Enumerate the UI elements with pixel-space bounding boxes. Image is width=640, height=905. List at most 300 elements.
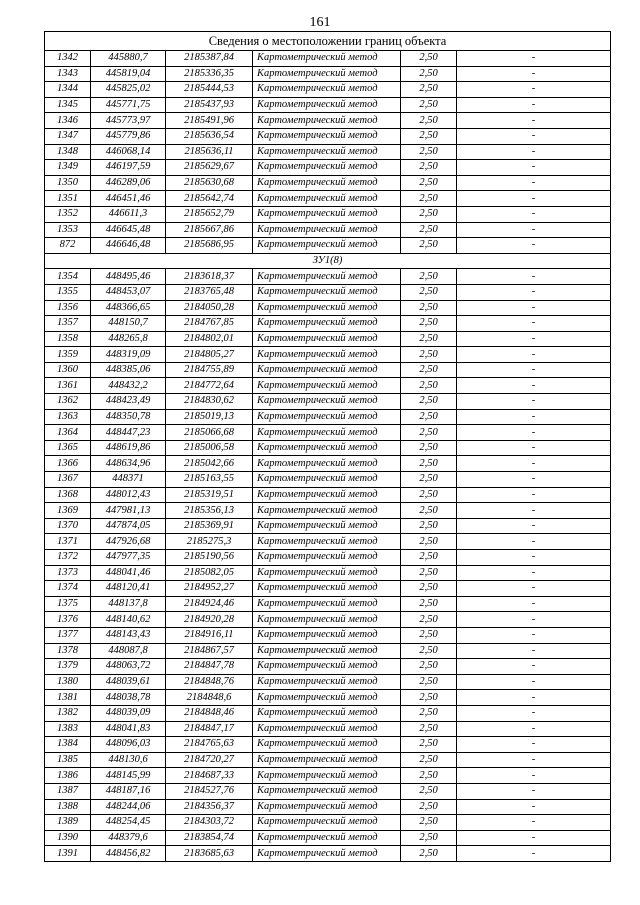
x-coordinate-cell: 448456,82 bbox=[91, 846, 166, 862]
table-row bbox=[45, 222, 611, 238]
x-coordinate-cell: 445819,04 bbox=[91, 66, 166, 82]
boundary-table bbox=[44, 31, 611, 862]
y-coordinate-cell: 2185163,55 bbox=[166, 472, 253, 488]
table-row bbox=[45, 643, 611, 659]
x-coordinate-cell: 446646,48 bbox=[91, 238, 166, 254]
description-cell: - bbox=[457, 830, 611, 846]
y-coordinate-cell: 2184805,27 bbox=[166, 347, 253, 363]
y-coordinate-cell: 2184303,72 bbox=[166, 815, 253, 831]
table-row bbox=[45, 487, 611, 503]
description-cell: - bbox=[457, 503, 611, 519]
table-row bbox=[45, 128, 611, 144]
description-cell: - bbox=[457, 269, 611, 285]
description-cell: - bbox=[457, 362, 611, 378]
method-cell: Картометрический метод bbox=[253, 222, 401, 238]
accuracy-cell: 2,50 bbox=[401, 799, 457, 815]
description-cell: - bbox=[457, 191, 611, 207]
method-cell: Картометрический метод bbox=[253, 284, 401, 300]
table-row bbox=[45, 534, 611, 550]
table-row bbox=[45, 690, 611, 706]
table-row bbox=[45, 82, 611, 98]
y-coordinate-cell: 2183854,74 bbox=[166, 830, 253, 846]
method-cell: Картометрический метод bbox=[253, 409, 401, 425]
x-coordinate-cell: 448265,8 bbox=[91, 331, 166, 347]
description-cell: - bbox=[457, 581, 611, 597]
table-row bbox=[45, 565, 611, 581]
accuracy-cell: 2,50 bbox=[401, 581, 457, 597]
point-number-cell: 1346 bbox=[45, 113, 91, 129]
x-coordinate-cell: 448371 bbox=[91, 472, 166, 488]
point-number-cell: 1388 bbox=[45, 799, 91, 815]
description-cell: - bbox=[457, 752, 611, 768]
description-cell: - bbox=[457, 51, 611, 67]
accuracy-cell: 2,50 bbox=[401, 316, 457, 332]
method-cell: Картометрический метод bbox=[253, 581, 401, 597]
accuracy-cell: 2,50 bbox=[401, 565, 457, 581]
x-coordinate-cell: 448150,7 bbox=[91, 316, 166, 332]
y-coordinate-cell: 2185066,68 bbox=[166, 425, 253, 441]
method-cell: Картометрический метод bbox=[253, 269, 401, 285]
point-number-cell: 1384 bbox=[45, 737, 91, 753]
point-number-cell: 1380 bbox=[45, 674, 91, 690]
table-row bbox=[45, 846, 611, 862]
description-cell: - bbox=[457, 300, 611, 316]
x-coordinate-cell: 448619,86 bbox=[91, 440, 166, 456]
method-cell: Картометрический метод bbox=[253, 51, 401, 67]
method-cell: Картометрический метод bbox=[253, 238, 401, 254]
accuracy-cell: 2,50 bbox=[401, 518, 457, 534]
point-number-cell: 1386 bbox=[45, 768, 91, 784]
method-cell: Картометрический метод bbox=[253, 394, 401, 410]
accuracy-cell: 2,50 bbox=[401, 456, 457, 472]
point-number-cell: 1358 bbox=[45, 331, 91, 347]
x-coordinate-cell: 448379,6 bbox=[91, 830, 166, 846]
y-coordinate-cell: 2184802,01 bbox=[166, 331, 253, 347]
point-number-cell: 1345 bbox=[45, 97, 91, 113]
x-coordinate-cell: 447926,68 bbox=[91, 534, 166, 550]
description-cell: - bbox=[457, 425, 611, 441]
y-coordinate-cell: 2185006,58 bbox=[166, 440, 253, 456]
method-cell: Картометрический метод bbox=[253, 144, 401, 160]
table-row bbox=[45, 144, 611, 160]
accuracy-cell: 2,50 bbox=[401, 705, 457, 721]
point-number-cell: 1352 bbox=[45, 206, 91, 222]
y-coordinate-cell: 2185190,56 bbox=[166, 550, 253, 566]
table-row bbox=[45, 456, 611, 472]
y-coordinate-cell: 2184867,57 bbox=[166, 643, 253, 659]
accuracy-cell: 2,50 bbox=[401, 66, 457, 82]
point-number-cell: 1381 bbox=[45, 690, 91, 706]
x-coordinate-cell: 448137,8 bbox=[91, 596, 166, 612]
accuracy-cell: 2,50 bbox=[401, 331, 457, 347]
method-cell: Картометрический метод bbox=[253, 643, 401, 659]
accuracy-cell: 2,50 bbox=[401, 487, 457, 503]
point-number-cell: 1362 bbox=[45, 394, 91, 410]
table-row bbox=[45, 783, 611, 799]
x-coordinate-cell: 448634,96 bbox=[91, 456, 166, 472]
point-number-cell: 1366 bbox=[45, 456, 91, 472]
method-cell: Картометрический метод bbox=[253, 799, 401, 815]
y-coordinate-cell: 2185629,67 bbox=[166, 160, 253, 176]
description-cell: - bbox=[457, 487, 611, 503]
description-cell: - bbox=[457, 674, 611, 690]
table-title: Сведения о местоположении границ объекта bbox=[45, 32, 611, 51]
table-row bbox=[45, 581, 611, 597]
y-coordinate-cell: 2185686,95 bbox=[166, 238, 253, 254]
accuracy-cell: 2,50 bbox=[401, 206, 457, 222]
table-row bbox=[45, 627, 611, 643]
description-cell: - bbox=[457, 222, 611, 238]
point-number-cell: 1375 bbox=[45, 596, 91, 612]
table-row bbox=[45, 425, 611, 441]
x-coordinate-cell: 445771,75 bbox=[91, 97, 166, 113]
method-cell: Картометрический метод bbox=[253, 316, 401, 332]
x-coordinate-cell: 448432,2 bbox=[91, 378, 166, 394]
accuracy-cell: 2,50 bbox=[401, 783, 457, 799]
description-cell: - bbox=[457, 472, 611, 488]
description-cell: - bbox=[457, 690, 611, 706]
method-cell: Картометрический метод bbox=[253, 82, 401, 98]
y-coordinate-cell: 2185275,3 bbox=[166, 534, 253, 550]
y-coordinate-cell: 2184848,6 bbox=[166, 690, 253, 706]
method-cell: Картометрический метод bbox=[253, 362, 401, 378]
method-cell: Картометрический метод bbox=[253, 191, 401, 207]
accuracy-cell: 2,50 bbox=[401, 394, 457, 410]
y-coordinate-cell: 2185369,91 bbox=[166, 518, 253, 534]
method-cell: Картометрический метод bbox=[253, 487, 401, 503]
y-coordinate-cell: 2184687,33 bbox=[166, 768, 253, 784]
table-row bbox=[45, 705, 611, 721]
description-cell: - bbox=[457, 160, 611, 176]
method-cell: Картометрический метод bbox=[253, 456, 401, 472]
method-cell: Картометрический метод bbox=[253, 128, 401, 144]
accuracy-cell: 2,50 bbox=[401, 472, 457, 488]
accuracy-cell: 2,50 bbox=[401, 440, 457, 456]
description-cell: - bbox=[457, 721, 611, 737]
description-cell: - bbox=[457, 815, 611, 831]
y-coordinate-cell: 2185042,66 bbox=[166, 456, 253, 472]
description-cell: - bbox=[457, 627, 611, 643]
point-number-cell: 1343 bbox=[45, 66, 91, 82]
description-cell: - bbox=[457, 82, 611, 98]
y-coordinate-cell: 2185082,05 bbox=[166, 565, 253, 581]
x-coordinate-cell: 448039,61 bbox=[91, 674, 166, 690]
x-coordinate-cell: 446611,3 bbox=[91, 206, 166, 222]
table-row bbox=[45, 659, 611, 675]
table-row bbox=[45, 612, 611, 628]
x-coordinate-cell: 448130,6 bbox=[91, 752, 166, 768]
accuracy-cell: 2,50 bbox=[401, 378, 457, 394]
accuracy-cell: 2,50 bbox=[401, 113, 457, 129]
x-coordinate-cell: 448319,09 bbox=[91, 347, 166, 363]
y-coordinate-cell: 2184767,85 bbox=[166, 316, 253, 332]
x-coordinate-cell: 446451,46 bbox=[91, 191, 166, 207]
x-coordinate-cell: 448495,46 bbox=[91, 269, 166, 285]
x-coordinate-cell: 448453,07 bbox=[91, 284, 166, 300]
method-cell: Картометрический метод bbox=[253, 331, 401, 347]
method-cell: Картометрический метод bbox=[253, 472, 401, 488]
table-row bbox=[45, 316, 611, 332]
accuracy-cell: 2,50 bbox=[401, 534, 457, 550]
accuracy-cell: 2,50 bbox=[401, 144, 457, 160]
table-row bbox=[45, 284, 611, 300]
y-coordinate-cell: 2184847,78 bbox=[166, 659, 253, 675]
accuracy-cell: 2,50 bbox=[401, 830, 457, 846]
table-row bbox=[45, 191, 611, 207]
table-row bbox=[45, 830, 611, 846]
accuracy-cell: 2,50 bbox=[401, 128, 457, 144]
point-number-cell: 1378 bbox=[45, 643, 91, 659]
x-coordinate-cell: 448187,16 bbox=[91, 783, 166, 799]
table-row bbox=[45, 472, 611, 488]
point-number-cell: 1387 bbox=[45, 783, 91, 799]
x-coordinate-cell: 448143,43 bbox=[91, 627, 166, 643]
x-coordinate-cell: 445779,86 bbox=[91, 128, 166, 144]
x-coordinate-cell: 448039,09 bbox=[91, 705, 166, 721]
point-number-cell: 1373 bbox=[45, 565, 91, 581]
y-coordinate-cell: 2184765,63 bbox=[166, 737, 253, 753]
table-row bbox=[45, 206, 611, 222]
x-coordinate-cell: 448350,78 bbox=[91, 409, 166, 425]
point-number-cell: 1368 bbox=[45, 487, 91, 503]
method-cell: Картометрический метод bbox=[253, 752, 401, 768]
method-cell: Картометрический метод bbox=[253, 347, 401, 363]
table-row bbox=[45, 721, 611, 737]
x-coordinate-cell: 448038,78 bbox=[91, 690, 166, 706]
y-coordinate-cell: 2185636,54 bbox=[166, 128, 253, 144]
point-number-cell: 1348 bbox=[45, 144, 91, 160]
point-number-cell: 1370 bbox=[45, 518, 91, 534]
description-cell: - bbox=[457, 550, 611, 566]
table-row bbox=[45, 674, 611, 690]
point-number-cell: 1355 bbox=[45, 284, 91, 300]
method-cell: Картометрический метод bbox=[253, 659, 401, 675]
table-row bbox=[45, 66, 611, 82]
point-number-cell: 1379 bbox=[45, 659, 91, 675]
point-number-cell: 1371 bbox=[45, 534, 91, 550]
description-cell: - bbox=[457, 783, 611, 799]
y-coordinate-cell: 2185636,11 bbox=[166, 144, 253, 160]
y-coordinate-cell: 2185356,13 bbox=[166, 503, 253, 519]
table-row bbox=[45, 378, 611, 394]
method-cell: Картометрический метод bbox=[253, 737, 401, 753]
x-coordinate-cell: 448041,46 bbox=[91, 565, 166, 581]
accuracy-cell: 2,50 bbox=[401, 300, 457, 316]
x-coordinate-cell: 445773,97 bbox=[91, 113, 166, 129]
method-cell: Картометрический метод bbox=[253, 721, 401, 737]
method-cell: Картометрический метод bbox=[253, 596, 401, 612]
y-coordinate-cell: 2183765,48 bbox=[166, 284, 253, 300]
description-cell: - bbox=[457, 518, 611, 534]
description-cell: - bbox=[457, 612, 611, 628]
accuracy-cell: 2,50 bbox=[401, 160, 457, 176]
table-row bbox=[45, 440, 611, 456]
point-number-cell: 1361 bbox=[45, 378, 91, 394]
table-row bbox=[45, 752, 611, 768]
accuracy-cell: 2,50 bbox=[401, 503, 457, 519]
table-row bbox=[45, 362, 611, 378]
description-cell: - bbox=[457, 705, 611, 721]
y-coordinate-cell: 2184847,17 bbox=[166, 721, 253, 737]
accuracy-cell: 2,50 bbox=[401, 721, 457, 737]
table-row bbox=[45, 550, 611, 566]
method-cell: Картометрический метод bbox=[253, 612, 401, 628]
x-coordinate-cell: 448366,65 bbox=[91, 300, 166, 316]
y-coordinate-cell: 2184356,37 bbox=[166, 799, 253, 815]
method-cell: Картометрический метод bbox=[253, 830, 401, 846]
y-coordinate-cell: 2184755,89 bbox=[166, 362, 253, 378]
table-row bbox=[45, 51, 611, 67]
point-number-cell: 1374 bbox=[45, 581, 91, 597]
method-cell: Картометрический метод bbox=[253, 518, 401, 534]
table-row bbox=[45, 596, 611, 612]
accuracy-cell: 2,50 bbox=[401, 51, 457, 67]
x-coordinate-cell: 448423,49 bbox=[91, 394, 166, 410]
y-coordinate-cell: 2183685,63 bbox=[166, 846, 253, 862]
description-cell: - bbox=[457, 456, 611, 472]
accuracy-cell: 2,50 bbox=[401, 674, 457, 690]
table-row bbox=[45, 409, 611, 425]
table-row bbox=[45, 737, 611, 753]
method-cell: Картометрический метод bbox=[253, 783, 401, 799]
description-cell: - bbox=[457, 331, 611, 347]
point-number-cell: 1350 bbox=[45, 175, 91, 191]
y-coordinate-cell: 2184848,46 bbox=[166, 705, 253, 721]
point-number-cell: 1354 bbox=[45, 269, 91, 285]
accuracy-cell: 2,50 bbox=[401, 347, 457, 363]
table-row bbox=[45, 347, 611, 363]
y-coordinate-cell: 2184050,28 bbox=[166, 300, 253, 316]
x-coordinate-cell: 445880,7 bbox=[91, 51, 166, 67]
method-cell: Картометрический метод bbox=[253, 627, 401, 643]
method-cell: Картометрический метод bbox=[253, 550, 401, 566]
point-number-cell: 1349 bbox=[45, 160, 91, 176]
x-coordinate-cell: 448140,62 bbox=[91, 612, 166, 628]
accuracy-cell: 2,50 bbox=[401, 409, 457, 425]
accuracy-cell: 2,50 bbox=[401, 752, 457, 768]
description-cell: - bbox=[457, 238, 611, 254]
y-coordinate-cell: 2185387,84 bbox=[166, 51, 253, 67]
table-row bbox=[45, 160, 611, 176]
description-cell: - bbox=[457, 394, 611, 410]
point-number-cell: 1390 bbox=[45, 830, 91, 846]
y-coordinate-cell: 2184720,27 bbox=[166, 752, 253, 768]
point-number-cell: 1357 bbox=[45, 316, 91, 332]
y-coordinate-cell: 2184916,11 bbox=[166, 627, 253, 643]
point-number-cell: 1360 bbox=[45, 362, 91, 378]
y-coordinate-cell: 2185652,79 bbox=[166, 206, 253, 222]
y-coordinate-cell: 2184772,64 bbox=[166, 378, 253, 394]
description-cell: - bbox=[457, 316, 611, 332]
description-cell: - bbox=[457, 144, 611, 160]
method-cell: Картометрический метод bbox=[253, 768, 401, 784]
table-row bbox=[45, 518, 611, 534]
point-number-cell: 1365 bbox=[45, 440, 91, 456]
table-row bbox=[45, 331, 611, 347]
accuracy-cell: 2,50 bbox=[401, 846, 457, 862]
y-coordinate-cell: 2184920,28 bbox=[166, 612, 253, 628]
method-cell: Картометрический метод bbox=[253, 160, 401, 176]
y-coordinate-cell: 2185667,86 bbox=[166, 222, 253, 238]
x-coordinate-cell: 448012,43 bbox=[91, 487, 166, 503]
description-cell: - bbox=[457, 284, 611, 300]
method-cell: Картометрический метод bbox=[253, 815, 401, 831]
description-cell: - bbox=[457, 768, 611, 784]
section-label: ЗУ1(8) bbox=[45, 253, 611, 269]
y-coordinate-cell: 2185336,35 bbox=[166, 66, 253, 82]
point-number-cell: 1372 bbox=[45, 550, 91, 566]
description-cell: - bbox=[457, 534, 611, 550]
y-coordinate-cell: 2184848,76 bbox=[166, 674, 253, 690]
x-coordinate-cell: 448244,06 bbox=[91, 799, 166, 815]
method-cell: Картометрический метод bbox=[253, 534, 401, 550]
y-coordinate-cell: 2185491,96 bbox=[166, 113, 253, 129]
point-number-cell: 1344 bbox=[45, 82, 91, 98]
point-number-cell: 1356 bbox=[45, 300, 91, 316]
accuracy-cell: 2,50 bbox=[401, 612, 457, 628]
table-row bbox=[45, 394, 611, 410]
table-row bbox=[45, 300, 611, 316]
point-number-cell: 1364 bbox=[45, 425, 91, 441]
description-cell: - bbox=[457, 378, 611, 394]
accuracy-cell: 2,50 bbox=[401, 175, 457, 191]
description-cell: - bbox=[457, 206, 611, 222]
description-cell: - bbox=[457, 565, 611, 581]
table-row bbox=[45, 175, 611, 191]
y-coordinate-cell: 2184830,62 bbox=[166, 394, 253, 410]
accuracy-cell: 2,50 bbox=[401, 238, 457, 254]
table-row bbox=[45, 113, 611, 129]
description-cell: - bbox=[457, 596, 611, 612]
x-coordinate-cell: 448096,03 bbox=[91, 737, 166, 753]
y-coordinate-cell: 2184952,27 bbox=[166, 581, 253, 597]
x-coordinate-cell: 448254,45 bbox=[91, 815, 166, 831]
method-cell: Картометрический метод bbox=[253, 425, 401, 441]
x-coordinate-cell: 446645,48 bbox=[91, 222, 166, 238]
method-cell: Картометрический метод bbox=[253, 674, 401, 690]
x-coordinate-cell: 447977,35 bbox=[91, 550, 166, 566]
y-coordinate-cell: 2185019,13 bbox=[166, 409, 253, 425]
x-coordinate-cell: 448385,06 bbox=[91, 362, 166, 378]
point-number-cell: 872 bbox=[45, 238, 91, 254]
description-cell: - bbox=[457, 66, 611, 82]
accuracy-cell: 2,50 bbox=[401, 269, 457, 285]
point-number-cell: 1367 bbox=[45, 472, 91, 488]
description-cell: - bbox=[457, 440, 611, 456]
y-coordinate-cell: 2185319,51 bbox=[166, 487, 253, 503]
accuracy-cell: 2,50 bbox=[401, 362, 457, 378]
accuracy-cell: 2,50 bbox=[401, 643, 457, 659]
y-coordinate-cell: 2185630,68 bbox=[166, 175, 253, 191]
table-row bbox=[45, 768, 611, 784]
method-cell: Картометрический метод bbox=[253, 97, 401, 113]
point-number-cell: 1347 bbox=[45, 128, 91, 144]
y-coordinate-cell: 2183618,37 bbox=[166, 269, 253, 285]
accuracy-cell: 2,50 bbox=[401, 737, 457, 753]
accuracy-cell: 2,50 bbox=[401, 425, 457, 441]
method-cell: Картометрический метод bbox=[253, 503, 401, 519]
point-number-cell: 1377 bbox=[45, 627, 91, 643]
description-cell: - bbox=[457, 113, 611, 129]
y-coordinate-cell: 2184527,76 bbox=[166, 783, 253, 799]
accuracy-cell: 2,50 bbox=[401, 550, 457, 566]
accuracy-cell: 2,50 bbox=[401, 659, 457, 675]
accuracy-cell: 2,50 bbox=[401, 768, 457, 784]
accuracy-cell: 2,50 bbox=[401, 284, 457, 300]
x-coordinate-cell: 447874,05 bbox=[91, 518, 166, 534]
point-number-cell: 1376 bbox=[45, 612, 91, 628]
x-coordinate-cell: 446197,59 bbox=[91, 160, 166, 176]
